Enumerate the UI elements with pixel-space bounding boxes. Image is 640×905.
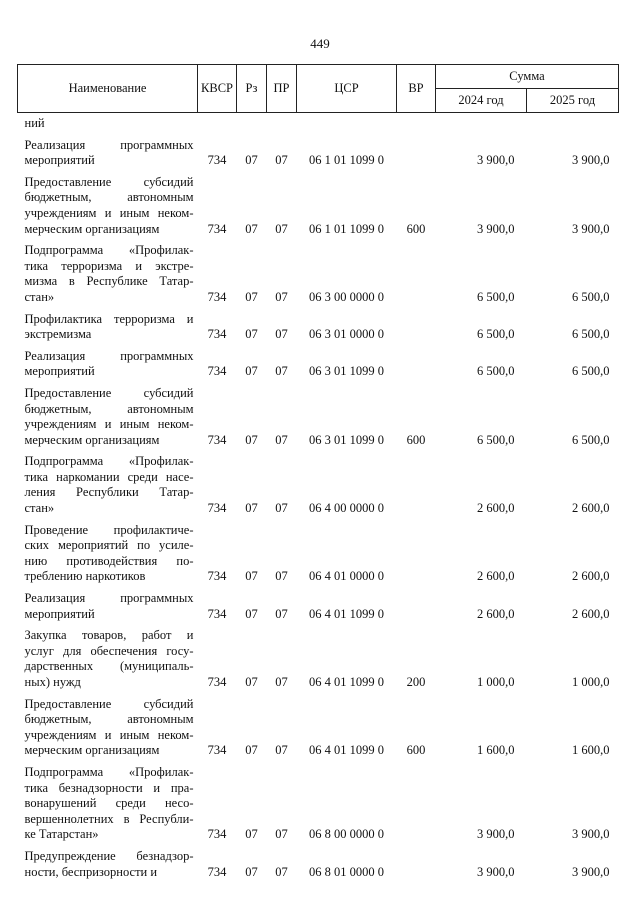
row-vr [397, 520, 436, 588]
header-csr: ЦСР [297, 65, 397, 113]
row-vr [397, 451, 436, 519]
row-name-line: Предоставление субсидий [24, 174, 194, 189]
row-name-line: Реализация программных [24, 591, 194, 606]
row-name [18, 625, 198, 693]
row-name-line: тика наркомании среди насе- [24, 469, 194, 484]
row-sum-2025 [527, 113, 619, 135]
row-csr: 06 3 01 1099 0 [309, 432, 384, 447]
row-pr: 07 [275, 606, 288, 621]
table-row [18, 588, 619, 625]
table-row [18, 520, 619, 588]
row-pr: 07 [275, 289, 288, 304]
row-name-line: ности, беспризорности и [24, 864, 158, 879]
row-name [18, 346, 198, 383]
table-row [18, 694, 619, 762]
row-name-line: тика терроризма и экстре- [24, 258, 194, 273]
table-row [18, 762, 619, 846]
row-kvsr: 734 [207, 364, 227, 379]
row-pr: 07 [275, 364, 288, 379]
row-rz: 07 [245, 501, 258, 516]
row-pr: 07 [275, 675, 288, 689]
row-name [18, 846, 198, 883]
row-sum-2024: 1 000,0 [477, 675, 515, 689]
table-row [18, 172, 619, 240]
row-name [18, 172, 198, 240]
row-csr: 06 4 01 1099 0 [309, 606, 384, 621]
row-kvsr: 734 [207, 289, 227, 304]
table-row [18, 240, 619, 308]
row-sum-2025: 2 600,0 [572, 569, 610, 584]
header-name: Наименование [18, 65, 198, 113]
row-pr: 07 [275, 864, 288, 879]
row-rz: 07 [245, 289, 258, 304]
row-name-line: Предупреждение безнадзор- [24, 848, 194, 863]
row-name [18, 309, 198, 346]
row-kvsr: 734 [207, 221, 227, 236]
row-sum-2024: 2 600,0 [477, 569, 515, 584]
row-name-line: учреждениям и иным неком- [24, 205, 194, 220]
row-sum-2025: 3 900,0 [572, 221, 610, 236]
table-row [18, 135, 619, 172]
row-sum-2024: 2 600,0 [477, 501, 515, 516]
row-name-line: мерческим организациям [24, 221, 160, 236]
row-vr [397, 135, 436, 172]
row-name-line: Предоставление субсидий [24, 385, 194, 400]
row-kvsr: 734 [207, 153, 227, 168]
row-rz: 07 [245, 432, 258, 447]
row-csr: 06 4 01 1099 0 [309, 743, 384, 758]
row-csr: 06 8 01 0000 0 [309, 864, 384, 879]
row-name-line: бюджетным, автономным [24, 401, 194, 416]
row-kvsr: 734 [207, 743, 227, 758]
table-body [18, 113, 619, 884]
row-rz: 07 [245, 606, 258, 621]
row-name-line: стан» [24, 501, 55, 516]
row-vr: 600 [406, 432, 426, 447]
row-rz: 07 [245, 743, 258, 758]
row-name [18, 520, 198, 588]
row-sum-2025: 6 500,0 [572, 364, 610, 379]
header-year-2025: 2025 год [527, 89, 619, 113]
row-name-line: Реализация программных [24, 348, 194, 363]
row-vr [397, 309, 436, 346]
row-csr: 06 8 00 0000 0 [309, 827, 384, 842]
row-sum-2025: 3 900,0 [572, 864, 610, 879]
row-kvsr: 734 [207, 827, 227, 842]
row-name-line: Закупка товаров, работ и [24, 628, 194, 643]
row-kvsr [198, 113, 237, 135]
row-sum-2025: 1 000,0 [572, 675, 610, 689]
row-name-line: вершеннолетних в Республи- [24, 811, 194, 826]
row-csr: 06 1 01 1099 0 [309, 153, 384, 168]
row-csr: 06 3 01 0000 0 [309, 327, 384, 342]
row-sum-2025: 3 900,0 [572, 153, 610, 168]
row-pr: 07 [275, 501, 288, 516]
header-year-2024: 2024 год [436, 89, 527, 113]
row-sum-2024: 3 900,0 [477, 153, 515, 168]
row-name-line: мероприятий [24, 153, 95, 168]
row-vr [397, 588, 436, 625]
row-kvsr: 734 [207, 432, 227, 447]
row-sum-2025: 6 500,0 [572, 432, 610, 447]
row-vr [397, 240, 436, 308]
table-row [18, 113, 619, 135]
row-pr: 07 [275, 569, 288, 584]
row-kvsr: 734 [207, 864, 227, 879]
row-name-line: Реализация программных [24, 137, 194, 152]
row-rz: 07 [245, 153, 258, 168]
row-name-line: треблению наркотиков [24, 569, 146, 584]
row-name-line: дарственных (муниципаль- [24, 659, 194, 674]
row-pr: 07 [275, 827, 288, 842]
budget-table [17, 64, 619, 883]
table-row [18, 383, 619, 451]
row-sum-2025: 1 600,0 [572, 743, 610, 758]
row-name [18, 383, 198, 451]
row-csr: 06 4 00 0000 0 [309, 501, 384, 516]
row-name-line: Подпрограмма «Профилак- [24, 454, 194, 469]
row-name-line: нию противодействия по- [24, 553, 194, 568]
row-vr: 600 [406, 743, 426, 758]
row-rz: 07 [245, 364, 258, 379]
row-name-line: экстремизма [24, 327, 92, 342]
row-name-line: вонарушений среди несо- [24, 796, 194, 811]
table-row [18, 309, 619, 346]
row-sum-2024: 2 600,0 [477, 606, 515, 621]
row-csr: 06 1 01 1099 0 [309, 221, 384, 236]
row-name-line: мерческим организациям [24, 743, 160, 758]
row-name-line: мероприятий [24, 364, 95, 379]
row-name-line: ке Татарстан» [24, 827, 99, 842]
row-name-line: Профилактика терроризма и [24, 311, 194, 326]
row-name-line: ских мероприятий по усиле- [24, 538, 194, 553]
row-sum-2024: 3 900,0 [477, 864, 515, 879]
row-sum-2024: 3 900,0 [477, 221, 515, 236]
header-pr: ПР [267, 65, 297, 113]
row-vr [397, 113, 436, 135]
row-sum-2024 [436, 113, 527, 135]
row-kvsr: 734 [207, 327, 227, 342]
row-vr [397, 846, 436, 883]
row-sum-2024: 1 600,0 [477, 743, 515, 758]
row-pr: 07 [275, 327, 288, 342]
row-rz: 07 [245, 569, 258, 584]
row-csr [297, 113, 397, 135]
row-sum-2025: 3 900,0 [572, 827, 610, 842]
table-row [18, 346, 619, 383]
row-vr [397, 346, 436, 383]
header-rz: Рз [237, 65, 267, 113]
row-sum-2024: 6 500,0 [477, 432, 515, 447]
row-name [18, 240, 198, 308]
row-csr: 06 4 01 0000 0 [309, 569, 384, 584]
row-sum-2025: 2 600,0 [572, 501, 610, 516]
row-name [18, 694, 198, 762]
row-name-line: ний [24, 116, 45, 130]
row-pr: 07 [275, 153, 288, 168]
row-name [18, 762, 198, 846]
header-kvsr: КВСР [198, 65, 237, 113]
row-rz: 07 [245, 827, 258, 842]
row-rz: 07 [245, 327, 258, 342]
row-name [18, 113, 198, 135]
row-vr: 200 [406, 675, 426, 689]
row-rz: 07 [245, 864, 258, 879]
row-pr: 07 [275, 743, 288, 758]
table-row [18, 451, 619, 519]
row-pr [267, 113, 297, 135]
row-kvsr: 734 [207, 569, 227, 584]
row-name [18, 451, 198, 519]
row-name-line: бюджетным, автономным [24, 190, 194, 205]
table-row [18, 625, 619, 693]
row-csr: 06 3 01 1099 0 [309, 364, 384, 379]
row-sum-2024: 6 500,0 [477, 327, 515, 342]
row-name-line: стан» [24, 289, 55, 304]
row-name [18, 135, 198, 172]
row-kvsr: 734 [207, 606, 227, 621]
row-name [18, 588, 198, 625]
row-name-line: учреждениям и иным неком- [24, 727, 194, 742]
page-number: 449 [310, 36, 330, 51]
row-name-line: Проведение профилактиче- [24, 522, 194, 537]
row-name-line: Подпрограмма «Профилак- [24, 764, 194, 779]
row-csr: 06 4 01 1099 0 [309, 675, 384, 689]
row-name-line: бюджетным, автономным [24, 712, 194, 727]
table-row [18, 846, 619, 883]
row-name-line: мероприятий [24, 606, 95, 621]
row-sum-2024: 6 500,0 [477, 289, 515, 304]
row-name-line: Предоставление субсидий [24, 696, 194, 711]
row-kvsr: 734 [207, 501, 227, 516]
row-name-line: Подпрограмма «Профилак- [24, 243, 194, 258]
row-csr: 06 3 00 0000 0 [309, 289, 384, 304]
row-sum-2025: 2 600,0 [572, 606, 610, 621]
row-pr: 07 [275, 432, 288, 447]
row-name-line: учреждениям и иным неком- [24, 417, 194, 432]
row-kvsr: 734 [207, 675, 227, 689]
row-sum-2025: 6 500,0 [572, 327, 610, 342]
row-name-line: мизма в Республике Татар- [24, 274, 194, 289]
row-sum-2024: 3 900,0 [477, 827, 515, 842]
row-sum-2025: 6 500,0 [572, 289, 610, 304]
row-pr: 07 [275, 221, 288, 236]
row-name-line: мерческим организациям [24, 432, 160, 447]
header-sum: Сумма [436, 65, 619, 89]
row-vr [397, 762, 436, 846]
row-name-line: ных) нужд [24, 675, 81, 689]
row-rz: 07 [245, 675, 258, 689]
row-name-line: тика безнадзорности и пра- [24, 780, 194, 795]
row-name-line: услуг для обеспечения госу- [24, 643, 194, 658]
row-name-line: ления Республики Татар- [24, 485, 194, 500]
row-vr: 600 [406, 221, 426, 236]
row-rz [237, 113, 267, 135]
row-rz: 07 [245, 221, 258, 236]
row-sum-2024: 6 500,0 [477, 364, 515, 379]
header-vr: ВР [397, 65, 436, 113]
